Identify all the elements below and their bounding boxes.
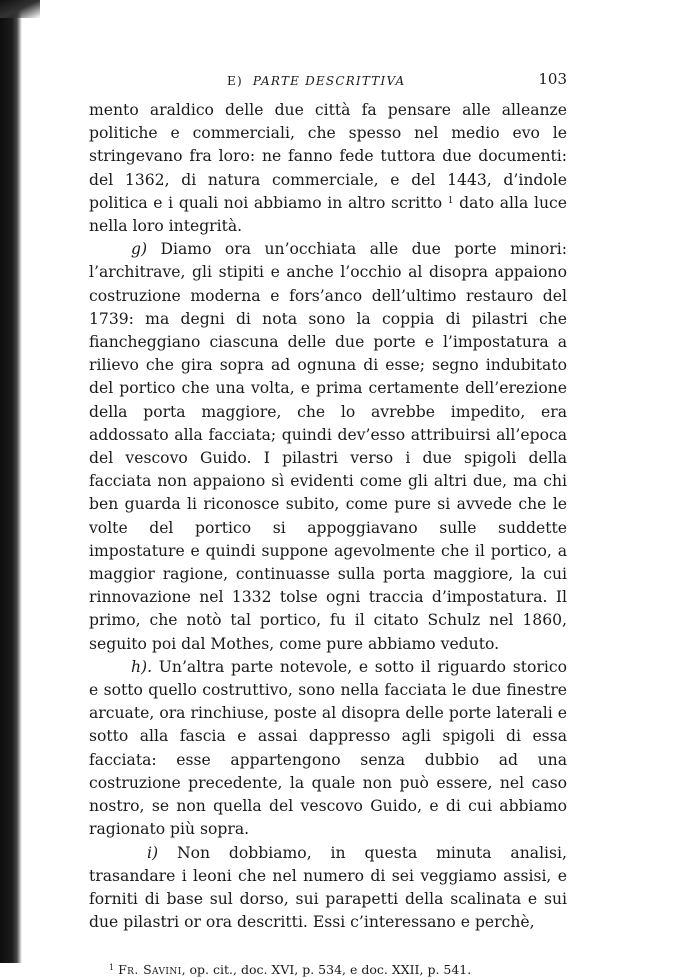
- paragraph-text: mento araldico delle due città fa pensare alle alleanze politiche e commerciali, che spesso nel medio evo le stringevano fra loro: ne fanno fede tuttora due documenti: del 1362, di natura commerciale, e del 1443, d’indole politica e i quali noi abbiamo in altro scritto: [89, 101, 567, 212]
- footnote-citation: , op. cit., doc. XVI, p. 534, e doc. XXII, p. 541.: [181, 962, 472, 978]
- paragraph-text: Diamo ora un’occhiata alle due porte minori: l’architrave, gli stipiti e anche l’occhio al disopra appaiono costruzione moderna e fors’anco dell’ultimo restauro del 1739: ma degni di nota sono la coppia di pilastri che fiancheggiano ciascuna delle due porte e l’impostatura a rilievo che gira sopra ad ognuna di esse; segno indubitato del portico che una volta, e prima certamente dell’erezione della porta maggiore, che lo avrebbe impedito, era addossato alla facciata; quindi dev’esso attribuirsi all’epoca del vescovo Guido. I pilastri verso i due spigoli della facciata non appaiono sì evidenti come gli altri due, ma chi ben guarda li riconosce subito, come pure si avvede che le volte del portico si appoggiavano sulle suddette impostature e quindi suppone agevolmente che il portico, a maggior ragione, continuasse sulla porta maggiore, la cui rinnovazione nel 1332 tolse ogni traccia d’impostatura. Il primo, che notò tal portico, fu il citato Schulz nel 1860, seguito poi dal Mothes, come pure abbiamo veduto.: [89, 240, 567, 653]
- running-head-title: [227, 74, 405, 88]
- paragraph-text: Un’altra parte notevole, e sotto il riguardo storico e sotto quello costruttivo, sono nella facciata le due finestre arcuate, ora rinchiuse, poste al disopra delle porte laterali e sotto alla fascia e assai dappresso agli spigoli di essa facciata: esse appartengono senza dubbio ad una costruzione precedente, la quale non può essere, nel caso nostro, se non quella del vescovo Guido, e di cui abbiamo ragionato più sopra.: [89, 657, 567, 839]
- book-page: [89, 70, 567, 978]
- paragraph-marker: i): [147, 843, 159, 862]
- paragraph-continuation: [89, 99, 567, 238]
- book-binding-corner: [0, 0, 40, 18]
- paragraph-marker: h).: [131, 657, 153, 676]
- footnote-author: Fr. Savini: [118, 962, 182, 978]
- paragraph-g: [89, 238, 567, 656]
- footnote-number: 1: [109, 963, 115, 973]
- paragraph-text: dato alla luce nella loro integrità.: [89, 193, 567, 236]
- paragraph-text: Non dobbiamo, in questa minuta analisi, trasandare i leoni che nel numero di sei veggiamo assisi, e forniti di base sul dorso, sui parapetti della scalinata e sui due pilastri or ora descritti. Essi c’interessano e perchè,: [89, 843, 567, 932]
- page-number: 103: [538, 70, 567, 88]
- running-head: [89, 70, 567, 96]
- book-binding-edge: [0, 0, 22, 963]
- paragraph-marker: g): [131, 240, 148, 259]
- section-marker: E): [227, 74, 243, 88]
- footnote-reference: 1: [447, 195, 454, 206]
- paragraph-i: [89, 842, 567, 935]
- body-text: [89, 99, 567, 934]
- paragraph-h: [89, 656, 567, 842]
- section-title: PARTE DESCRITTIVA: [252, 74, 406, 88]
